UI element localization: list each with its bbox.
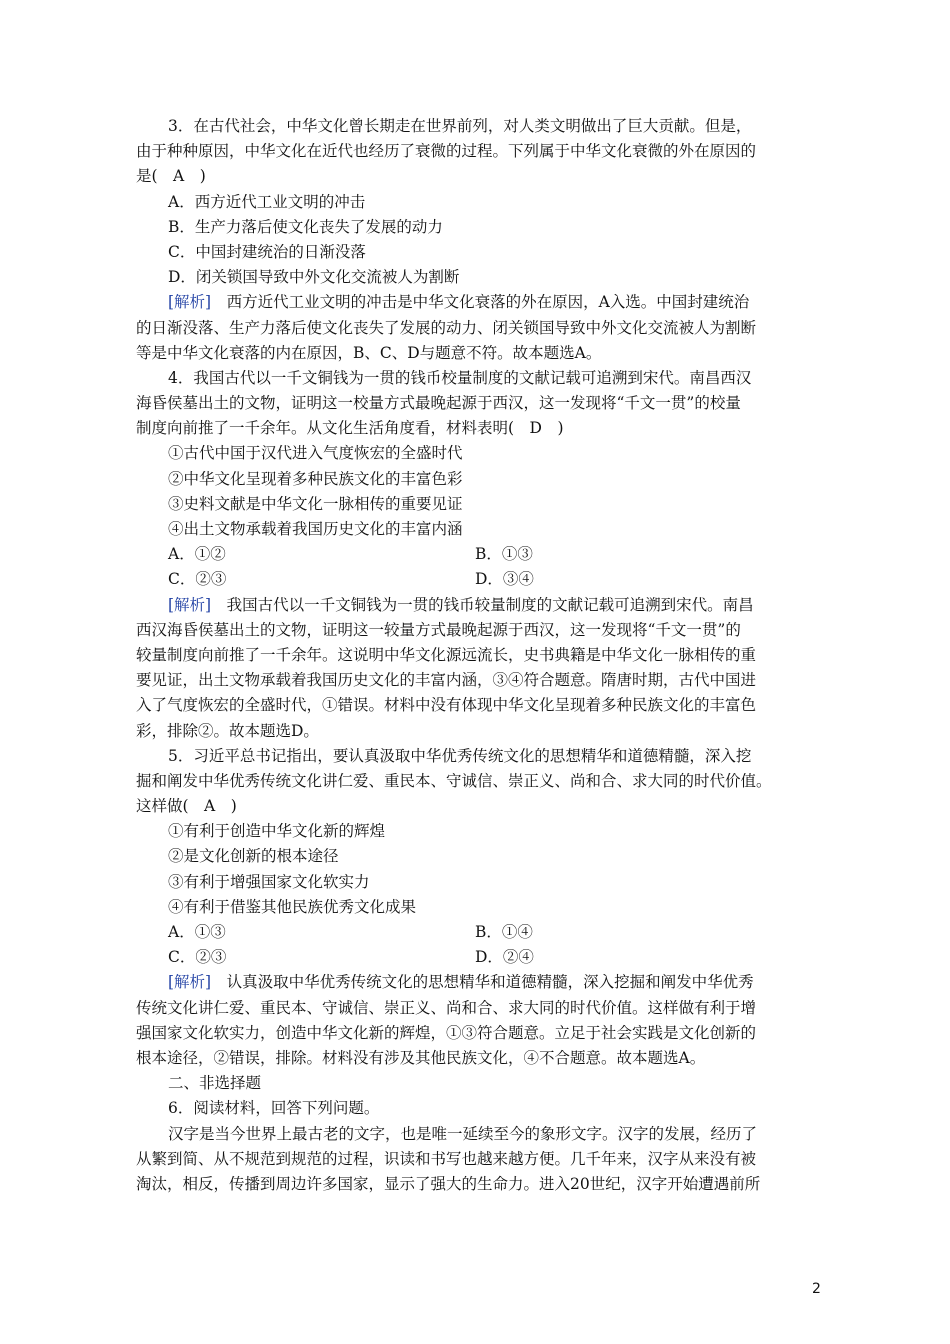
q3-analysis-line [136, 290, 826, 315]
q3-option-b: B．生产力落后使文化丧失了发展的动力 [168, 217, 443, 236]
q4-item-2: ②中华文化呈现着多种民族文化的丰富色彩 [168, 469, 463, 488]
q5-stem-line: 这样做( A ) [136, 797, 237, 816]
q5-item-3: ③有利于增强国家文化软实力 [168, 872, 370, 891]
q4-analysis-line: 较量制度向前推了一千余年。这说明中华文化源远流长，史书典籍是中华文化一脉相传的重 [136, 645, 757, 664]
analysis-tag: [解析] [168, 973, 212, 992]
q6-stem: 6．阅读材料，回答下列问题。 [168, 1099, 380, 1118]
q4-item-3: ③史料文献是中华文化一脉相传的重要见证 [168, 494, 463, 513]
analysis-tag: [解析] [168, 595, 212, 614]
q4-analysis-line: 要见证，出土文物承载着我国历史文化的丰富内涵，③④符合题意。隋唐时期，古代中国进 [136, 671, 757, 690]
q5-analysis-text: 认真汲取中华优秀传统文化的思想精华和道德精髓，深入挖掘和阐发中华优秀 [211, 973, 754, 992]
q4-item-4: ④出土文物承载着我国历史文化的丰富内涵 [168, 520, 463, 538]
q5-analysis-line: 传统文化讲仁爱、重民本、守诚信、崇正义、尚和合、求大同的时代价值。这样做有利于增 [136, 998, 757, 1017]
q4-stem-line: 海昏侯墓出土的文物，证明这一校量方式最晚起源于西汉，这一发现将“千文一贯”的校量 [136, 394, 741, 413]
q6-material-line: 汉字是当今世界上最古老的文字，也是唯一延续至今的象形文字。汉字的发展，经历了 [168, 1124, 758, 1143]
document-page [136, 114, 826, 1197]
q6-material-line: 淘汰，相反，传播到周边许多国家，显示了强大的生命力。进入20世纪，汉字开始遭遇前所 [136, 1174, 761, 1193]
q4-options-row [136, 567, 826, 592]
q4-option-d: D．③④ [475, 570, 534, 589]
q5-item-4: ④有利于借鉴其他民族优秀文化成果 [168, 897, 417, 916]
q3-option-d: D．闭关锁国导致中外文化交流被人为割断 [168, 268, 460, 287]
q4-option-a: A．①② [168, 545, 226, 564]
section-heading: 二、非选择题 [168, 1074, 262, 1093]
q3-analysis-text: 西方近代工业文明的冲击是中华文化衰落的外在原因，A入选。中国封建统治 [211, 293, 750, 312]
q5-options-row [136, 945, 826, 970]
q3-stem-line: 是( A ) [136, 167, 206, 186]
q4-analysis-line [136, 593, 826, 618]
q6-material-line: 从繁到简、从不规范到规范的过程，识读和书写也越来越方便。几千年来，汉字从来没有被 [136, 1149, 757, 1168]
q4-stem-line: 制度向前推了一千余年。从文化生活角度看，材料表明( D ) [136, 419, 564, 438]
q5-option-d: D．②④ [475, 948, 534, 967]
q4-analysis-text: 我国古代以一千文铜钱为一贯的钱币较量制度的文献记载可追溯到宋代。南昌 [211, 595, 754, 614]
q5-item-2: ②是文化创新的根本途径 [168, 847, 339, 866]
q4-option-c: C．②③ [168, 570, 227, 589]
q3-analysis-line: 等是中华文化衰落的内在原因，B、C、D与题意不符。故本题选A。 [136, 343, 602, 362]
q3-option-c: C．中国封建统治的日渐没落 [168, 242, 366, 261]
q3-stem-line: 由于种种原因，中华文化在近代也经历了衰微的过程。下列属于中华文化衰微的外在原因的 [136, 142, 757, 161]
q5-analysis-line: 根本途径，②错误，排除。材料没有涉及其他民族文化，④不合题意。故本题选A。 [136, 1048, 706, 1067]
q4-analysis-line: 入了气度恢宏的全盛时代，①错误。材料中没有体现中华文化呈现着多种民族文化的丰富色 [136, 696, 757, 715]
q3-analysis-line: 的日渐没落、生产力落后使文化丧失了发展的动力、闭关锁国导致中外文化交流被人为割断 [136, 318, 757, 337]
q4-analysis-line: 西汉海昏侯墓出土的文物，证明这一较量方式最晚起源于西汉，这一发现将“千文一贯”的 [136, 620, 741, 639]
q5-analysis-line: 强国家文化软实力，创造中华文化新的辉煌，①③符合题意。立足于社会实践是文化创新的 [136, 1023, 757, 1042]
q5-stem-line: 5．习近平总书记指出，要认真汲取中华优秀传统文化的思想精华和道德精髓，深入挖 [168, 746, 752, 765]
q5-options-row [136, 920, 826, 945]
q3-option-a: A．西方近代工业文明的冲击 [168, 192, 366, 211]
q4-options-row [136, 542, 826, 567]
q5-option-a: A．①③ [168, 923, 226, 941]
analysis-tag: [解析] [168, 293, 212, 312]
q4-analysis-line: 彩，排除②。故本题选D。 [136, 721, 319, 740]
q5-analysis-line [136, 970, 826, 995]
q5-stem-line: 掘和阐发中华优秀传统文化讲仁爱、重民本、守诚信、崇正义、尚和合、求大同的时代价值。 [136, 771, 772, 790]
q4-item-1: ①古代中国于汉代进入气度恢宏的全盛时代 [168, 444, 463, 463]
q5-item-1: ①有利于创造中华文化新的辉煌 [168, 822, 386, 841]
q3-stem-line: 3．在古代社会，中华文化曾长期走在世界前列，对人类文明做出了巨大贡献。但是， [168, 117, 752, 135]
q5-option-c: C．②③ [168, 948, 227, 967]
q5-option-b: B．①④ [475, 923, 533, 941]
page-number: 2 [812, 1281, 821, 1297]
q4-stem-line: 4．我国古代以一千文铜钱为一贯的钱币校量制度的文献记载可追溯到宋代。南昌西汉 [168, 368, 752, 387]
q4-option-b: B．①③ [475, 545, 533, 564]
